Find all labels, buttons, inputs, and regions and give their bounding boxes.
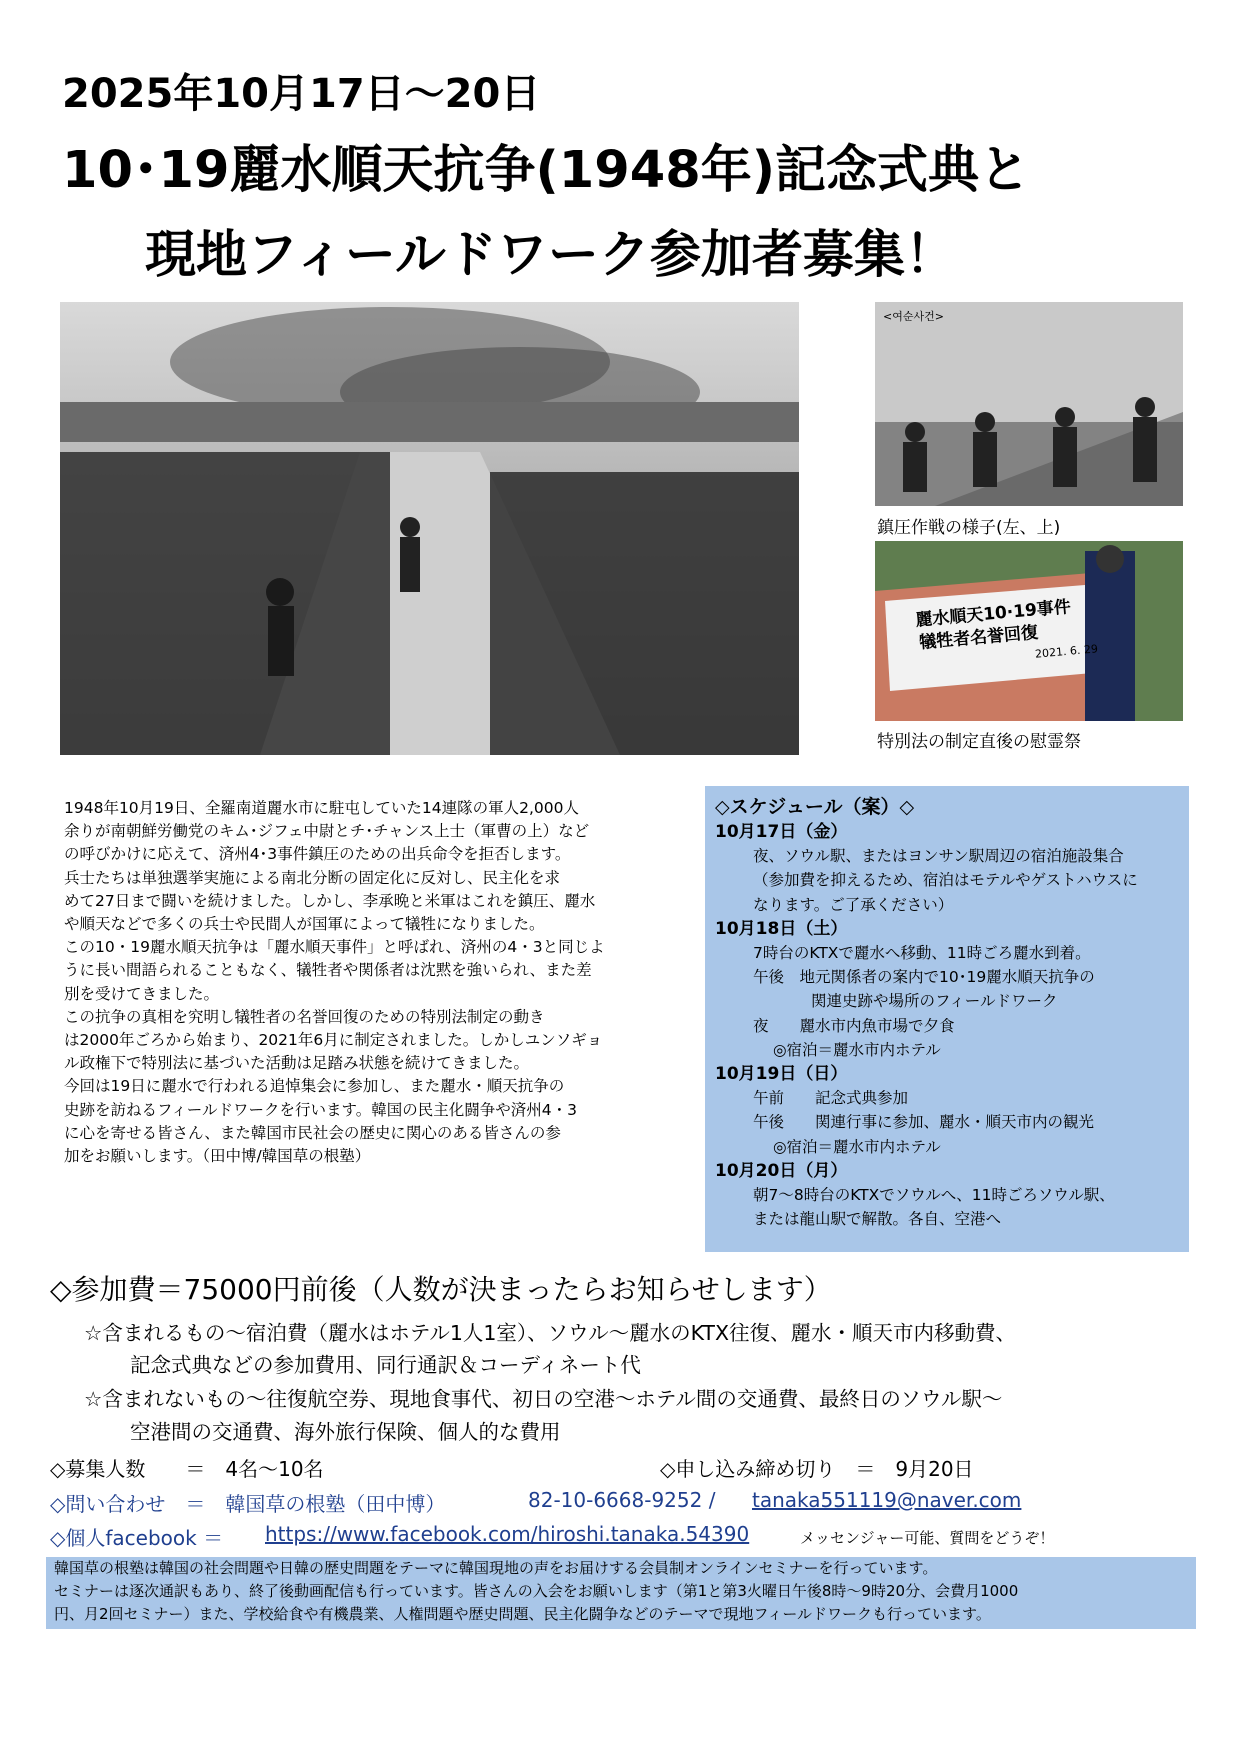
contact-email-link[interactable]: tanaka551119@naver.com: [752, 1488, 1022, 1512]
note-line: 韓国草の根塾は韓国の社会問題や日韓の歴史問題をテーマに韓国現地の声をお届けする会員制オンラインセミナーを行っています。: [54, 1559, 938, 1577]
sign-line-2: 犠牲者名誉回復: [918, 622, 1039, 654]
messenger-note: メッセンジャー可能、質問をどうぞ！: [800, 1529, 1055, 1547]
schedule-row: 夜 麗水市内魚市場で夕食: [753, 1016, 955, 1035]
schedule-day-4: 10月20日（月）: [715, 1160, 848, 1181]
excluded-line-1: ☆含まれないもの～往復航空券、現地食事代、初日の空港～ホテル間の交通費、最終日のソウル駅～: [84, 1387, 1003, 1411]
intro-line: 1948年10月19日、全羅南道麗水市に駐屯していた14連隊の軍人2,000人: [64, 799, 579, 817]
intro-line: に心を寄せる皆さん、また韓国市民社会の歴史に関心のある皆さんの参: [64, 1123, 561, 1142]
intro-line: 加をお願いします。（田中博/韓国草の根塾）: [64, 1147, 371, 1166]
schedule-row: 午後 地元関係者の案内で10･19麗水順天抗争の: [753, 968, 1095, 987]
contact-phone: 82-10-6668-9252 /: [528, 1488, 716, 1512]
schedule-row: 7時台のKTXで麗水へ移動、11時ごろ麗水到着。: [753, 944, 1091, 963]
schedule-row: 午前 記念式典参加: [753, 1089, 909, 1108]
facebook-label: ◇個人facebook ＝: [50, 1526, 224, 1550]
photo-label: <여순사건>: [883, 310, 944, 323]
intro-line: この10・19麗水順天抗争は「麗水順天事件」と呼ばれ、済州の4・3と同じよ: [64, 938, 605, 957]
intro-line: 余りが南朝鮮労働党のキム･ジフェ中尉とチ･チャンス上士（軍曹の上）など: [64, 822, 590, 841]
event-date: 2025年10月17日～20日: [62, 71, 541, 117]
intro-line: めて27日まで闘いを続けました。しかし、李承晩と米軍はこれを鎮圧、麗水: [64, 891, 596, 910]
schedule-day-3: 10月19日（日）: [715, 1064, 848, 1085]
schedule-row: 朝7～8時台のKTXでソウルへ、11時ごろソウル駅、: [753, 1186, 1115, 1205]
facebook-link[interactable]: https://www.facebook.com/hiroshi.tanaka.54390: [265, 1522, 750, 1546]
intro-line: この抗争の真相を究明し犠牲者の名誉回復のための特別法制定の動き: [64, 1007, 545, 1026]
intro-text: [64, 797, 682, 1168]
intro-line: うに長い間語られることもなく、犠牲者や関係者は沈黙を強いられ、また差: [64, 961, 592, 980]
schedule-row: 夜、ソウル駅、またはヨンサン駅周辺の宿泊施設集合: [753, 847, 1124, 866]
caption-memorial: 特別法の制定直後の慰霊祭: [877, 732, 1081, 752]
intro-line: 兵士たちは単独選挙実施による南北分断の固定化に反対し、民主化を求: [64, 868, 561, 887]
schedule-box: [705, 786, 1189, 1252]
suppression-operation-photo: [875, 302, 1183, 506]
title-line-1: 10･19麗水順天抗争(1948年)記念式典と: [62, 141, 1031, 200]
schedule-row: ◎宿泊＝麗水市内ホテル: [773, 1040, 941, 1059]
intro-line: 今回は19日に麗水で行われる追悼集会に参加し、また麗水・順天抗争の: [64, 1077, 565, 1096]
note-line: 円、月2回セミナー）また、学校給食や有機農業、人権問題や歴史問題、民主化闘争などのテーマで現地フィールドワークも行っています。: [54, 1605, 991, 1623]
intro-line: ル政権下で特別法に基づいた活動は足踏み状態を続けてきました。: [64, 1054, 530, 1073]
included-line-1: ☆含まれるもの～宿泊費（麗水はホテル1人1室）、ソウル～麗水のKTX往復、麗水・順天市内移動費、: [84, 1321, 1016, 1345]
schedule-day-1: 10月17日（金）: [715, 822, 848, 842]
note-line: セミナーは逐次通訳もあり、終了後動画配信も行っています。皆さんの入会をお願いします（第1と第3火曜日午後8時～9時20分、会費月1000: [54, 1582, 1019, 1600]
capacity: ◇募集人数 ＝ 4名～10名: [50, 1457, 324, 1481]
memorial-ceremony-photo: [875, 541, 1183, 721]
organization-note: [46, 1557, 1196, 1629]
schedule-row: なります。ご了承ください）: [753, 895, 954, 914]
caption-suppression: 鎮圧作戦の様子(左、上): [877, 518, 1061, 538]
intro-line: や順天などで多くの兵士や民間人が国軍によって犠牲になりました。: [64, 915, 545, 934]
excluded-line-2: 空港間の交通費、海外旅行保険、個人的な費用: [130, 1420, 561, 1444]
intro-line: は2000年ごろから始まり、2021年6月に制定されました。しかしユンソギョ: [64, 1031, 603, 1050]
schedule-row: 関連史跡や場所のフィールドワーク: [811, 992, 1058, 1011]
schedule-row: または龍山駅で解散。各自、空港へ: [753, 1210, 1002, 1229]
fee-title: ◇参加費＝75000円前後（人数が決まったらお知らせします）: [50, 1273, 832, 1306]
contact-label: ◇問い合わせ ＝ 韓国草の根塾（田中博）: [50, 1492, 446, 1516]
schedule-day-2: 10月18日（土）: [715, 918, 848, 939]
schedule-row: ◎宿泊＝麗水市内ホテル: [773, 1137, 941, 1156]
intro-line: 別を受けてきました。: [64, 984, 220, 1003]
title-line-2: 現地フィールドワーク参加者募集！: [145, 226, 956, 285]
sign-date: 2021. 6. 29: [1034, 642, 1099, 661]
main-historical-photo: [60, 302, 799, 755]
schedule-row: （参加費を抑えるため、宿泊はモテルやゲストハウスに: [753, 871, 1138, 890]
schedule-title: ◇スケジュール（案）◇: [715, 796, 915, 818]
schedule-row: 午後 関連行事に参加、麗水・順天市内の観光: [753, 1113, 1095, 1132]
intro-line: 史跡を訪ねるフィールドワークを行います。韓国の民主化闘争や済州4・3: [64, 1100, 577, 1119]
intro-line: の呼びかけに応えて、済州4･3事件鎮圧のための出兵命令を拒否します。: [64, 845, 571, 864]
sign-line-1: 麗水順天10·19事件: [914, 597, 1072, 631]
deadline: ◇申し込み締め切り ＝ 9月20日: [660, 1457, 974, 1481]
included-line-2: 記念式典などの参加費用、同行通訳＆コーディネート代: [130, 1353, 641, 1377]
